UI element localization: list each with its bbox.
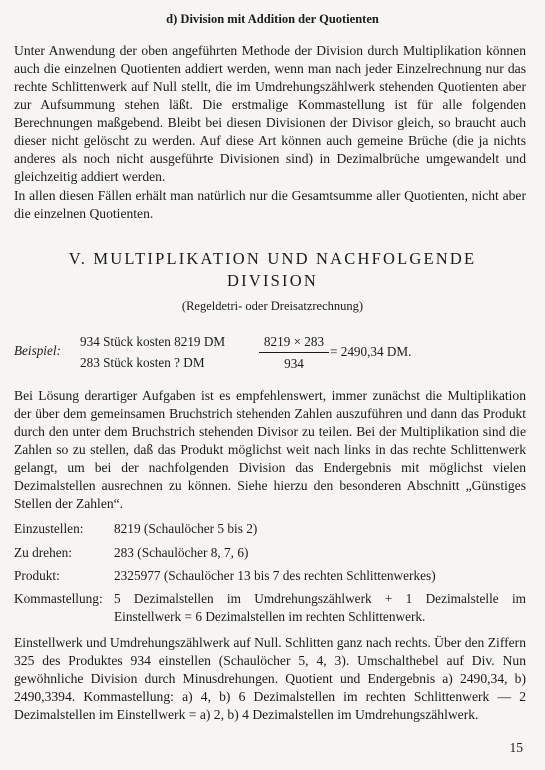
- example-line1: 934 Stück kosten 8219 DM: [80, 334, 226, 349]
- definition-value: 283 (Schaulöcher 8, 7, 6): [114, 545, 249, 560]
- chapter-title-line2: DIVISION: [227, 271, 318, 290]
- definition-label: Produkt:: [14, 568, 60, 583]
- example-label: Beispiel:: [14, 343, 61, 358]
- section-heading: d) Division mit Addition der Quotienten: [166, 12, 379, 26]
- definition-label: Einzustellen:: [14, 521, 84, 536]
- paragraph-division-addition: Unter Anwendung der oben angeführten Methode der Division durch Multiplikation können auch die einzelnen Quotienten addiert werden, wenn man nach jeder Einzelrechnung nur das rechte Schlittenwerk auf Null stellt, die im Umdrehungszählwerk stehenden Quotienten aber zur Aufsummung stehen läßt. Die erstmalige Kommastellung ist für alle folgenden Berechnungen maßgebend. Bleibt bei diesen Divisionen der Divisor gleich, so braucht auch dieser nicht gelöscht zu werden. Auf diese Art können auch gemeine Brüche (die ja nichts anderes als noch nicht ausgeführte Divisionen sind) in Dezimalbrüche umgewandelt und gleichzeitig addiert werden.: [14, 43, 526, 184]
- example-fraction: [259, 334, 329, 372]
- definition-label: Kommastellung:: [14, 591, 103, 606]
- chapter-subtitle: (Regeldetri- oder Dreisatzrechnung): [181, 299, 364, 313]
- fraction-numerator: 8219 × 283: [259, 334, 329, 353]
- example-line2: 283 Stück kosten ? DM: [80, 355, 205, 370]
- chapter-title: [0, 248, 545, 292]
- paragraph-solution-method: Bei Lösung derartiger Aufgaben ist es empfehlenswert, immer zunächst die Multiplikation der über dem gemeinsamen Bruchstrich stehenden Zahlen auszuführen und dann das Produkt durch den unter dem Bruchstrich stehenden Divisor zu teilen. Bei der Multiplikation sind die Zahlen so zu stellen, daß das Produkt möglichst weit nach links in das rechte Schlittenwerk gelangt, um bei der nachfolgenden Division das Endergebnis mit möglichst vielen Dezimalstellen ausrechnen zu können. Siehe hierzu den besonderen Abschnitt „Günstiges Stellen der Zahlen“.: [14, 388, 526, 511]
- paragraph-procedure: Einstellwerk und Umdrehungszählwerk auf Null. Schlitten ganz nach rechts. Über den Ziffern 325 des Produktes 934 einstellen (Schaulöcher 5, 4, 3). Umschalthebel auf Div. Nun gewöhnliche Division durch Minusdrehungen. Quotient und Endergebnis a) 2490,34, b) 2490,3394. Kommastellung: a) 4, b) 6 Dezimalstellen im rechten Schlittenwerk — 2 Dezimalstellen im Einstellwerk = a) 2, b) 4 Dezimalstellen im Umdrehungszählwerk.: [14, 635, 526, 722]
- page-number: 15: [509, 740, 523, 755]
- fraction-denominator: 934: [284, 356, 304, 371]
- definition-label: Zu drehen:: [14, 545, 72, 560]
- paragraph-total-sum: In allen diesen Fällen erhält man natürlich nur die Gesamtsumme aller Quotienten, nicht aber die einzelnen Quotienten.: [14, 188, 526, 221]
- chapter-title-line1: V. MULTIPLIKATION UND NACHFOLGENDE: [68, 249, 477, 268]
- definition-value: 5 Dezimalstellen im Umdrehungszählwerk + 1 Dezimalstelle im Einstellwerk = 6 Dezimalstellen im rechten Schlittenwerk.: [114, 591, 526, 624]
- definition-value: 8219 (Schaulöcher 5 bis 2): [114, 521, 258, 536]
- definition-value: 2325977 (Schaulöcher 13 bis 7 des rechten Schlittenwerkes): [114, 568, 436, 583]
- example-block: [14, 330, 526, 380]
- example-result: = 2490,34 DM.: [330, 344, 412, 359]
